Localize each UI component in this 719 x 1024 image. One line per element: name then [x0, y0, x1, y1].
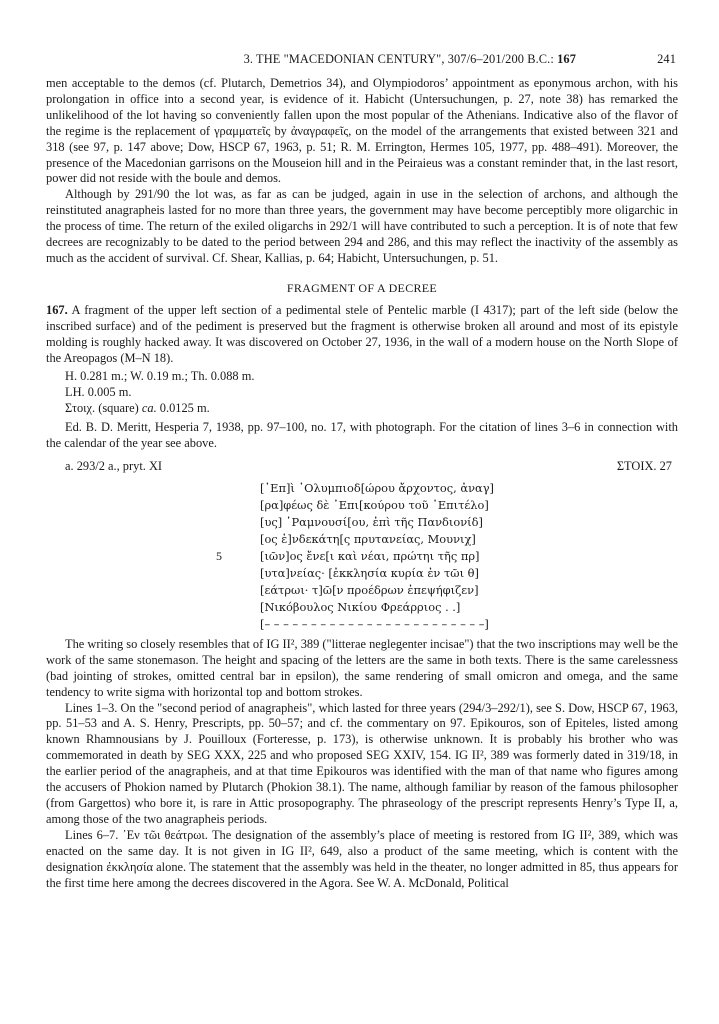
intro-paragraph-2: Although by 291/90 the lot was, as far as can be judged, again in use in the selection of archons, and although the reinstituted anagrapheis lasted for no more than three years, the government may have become perceptibly more oligarchic in the process of time. The return of the exiled oligarchs in 292/1 will have contributed to such a perception. It is of note that few decrees are recognizably to be dated to the period between 294 and 286, and this may reflect the inactivity of the assembly as much as the accident of survival. Cf. Shear, Kallias, p. 64; Habicht, Untersuchungen, p. 51. — [46, 187, 678, 265]
running-title-number: 167 — [557, 52, 576, 66]
running-header — [0, 52, 719, 68]
inscription-line-5: [ιῶν]ος ἔνε[ι καὶ νέαι, πρώτηι τῆς πρ] — [260, 548, 480, 563]
inscription-line-4: [ος ἑ]νδεκάτη[ς πρυτανείας, Μουνιχ] — [260, 531, 476, 546]
inscription-text — [46, 481, 678, 633]
page-body — [46, 76, 678, 891]
stoich-count: ΣΤΟΙΧ. 27 — [616, 458, 672, 473]
entry-number: 167. — [46, 302, 68, 317]
dimensions: H. 0.281 m.; W. 0.19 m.; Th. 0.088 m. — [65, 369, 255, 384]
entry-description — [46, 303, 678, 367]
page-number: 241 — [657, 52, 676, 66]
intro-paragraph-1: men acceptable to the demos (cf. Plutarch, Demetrios 34), and Olympiodoros’ appointment as eponymous archon, with his prolongation in office into a second year, is evidence of it. Habicht (Untersuchungen, p. 27, note 38) has remarked the unlikelihood of the lot having so conveniently fallen upon the most popular of the Athenians. Indicative also of the flavor of the regime is the replacement of γραμματεῖς by ἀναγραφεῖς, on the model of the arrangements that existed between 321 and 318 (see 97, p. 147 above; Dow, HSCP 67, 1963, p. 51; R. M. Errington, Hermes 105, 1977, pp. 488–491). Moreover, the presence of the Macedonian garrisons on the Mouseion hill and in the Peiraieus was a constant reminder that, in the last resort, power did not reside with the boule and demos. — [46, 76, 678, 186]
stoich-value: 0.0125 m. — [156, 401, 210, 416]
inscription-line-8: [Νικόβουλος Νικίου Φρεάρριος . .] — [260, 599, 461, 614]
inscription-line-1: [᾿Επ]ὶ ᾿Ολυμπιοδ[ώρου ἄρχοντος, ἀναγ] — [260, 480, 494, 495]
edition-note: Ed. B. D. Meritt, Hesperia 7, 1938, pp. 97–100, no. 17, with photograph. For the citation of lines 3–6 in connection with the calendar of the year see above. — [46, 420, 678, 451]
date-row — [46, 459, 678, 475]
commentary-paragraph-1: The writing so closely resembles that of IG II², 389 ("litterae neglegenter incisae") that the two inscriptions may well be the work of the same stonemason. The height and spacing of the letters are the same in both texts. There is the same carelessness (bad jointing of strokes, omitted central bar in epsilon), the same rendering of small omicron and omega, and the same tendency to write sigma with horizontal top and bottom strokes. — [46, 636, 678, 699]
stoich-label: Στοιχ. (square) — [65, 401, 142, 416]
stoich-ca: ca. — [141, 401, 157, 416]
inscription-line-2: [ρα]φέως δὲ ᾿Επι[κούρου τοῦ ᾿Επιτέλο] — [260, 497, 489, 512]
commentary-paragraph-2: Lines 1–3. On the "second period of anagrapheis", which lasted for three years (294/3–292/1), see S. Dow, HSCP 67, 1963, pp. 51–53 and A. S. Henry, Prescripts, pp. 50–57; and cf. the commentary on 97. Epikouros, son of Epiteles, listed among known Rhamnousians by J. Pouilloux (Forteresse, p. 173), is otherwise unknown. It is probably his brother who was commemorated in death by SEG XXX, 225 and who proposed SEG XXIV, 154. IG II², 389 was formerly dated in 319/18, in the earlier period of the anagrapheis, and at that time Epikouros was identified with the man of that name who figures among the accusers of Phokion named by Plutarch (Phokion 38.1). The name, although familiar by reason of the famous philosopher (from Gargettos) who bore it, is rare in Attic prosopography. The phraseology of the prescript represents Henry’s Type II, a, among those of the two anagrapheis periods. — [46, 700, 678, 826]
running-title-text: 3. THE "MACEDONIAN CENTURY", 307/6–201/200 B.C.: — [243, 52, 558, 66]
commentary-paragraph-3: Lines 6–7. ᾿Εν τῶι θεάτρωι. The designation of the assembly’s place of meeting is restored from IG II², 389, which was enacted on the same day. It is not given in IG II², 649, also a product of the same meeting, which is content with the designation ἐκκλησία alone. The statement that the assembly was held in the theater, no longer admitted in 85, thus appears for the first time here among the decrees discovered in the Agora. See W. A. McDonald, Political — [46, 827, 678, 890]
running-title — [244, 52, 576, 67]
inscription-line-3: [υς] ῾Ραμνουσί[ου, ἐπὶ τῆς Πανδιονίδ] — [260, 514, 483, 529]
inscription-line-7: [εάτρωι· τ]ῶ[ν προέδρων ἐπεψήφιζεν] — [260, 582, 479, 597]
inscription-line-6: [υτα]νείας· [ἐκκλησία κυρία ἐν τῶι θ] — [260, 565, 479, 580]
letter-height: LH. 0.005 m. — [65, 385, 132, 400]
entry-description-text: A fragment of the upper left section of a pedimental stele of Pentelic marble (I 4317); part of the left side (below the inscribed surface) and of the pediment is preserved but the fragment is otherwise broken all around and most of its epistyle molding is roughly hacked away. It was discovered on October 27, 1936, in the wall of a modern house on the North Slope of the Areopagos (M–N 18). — [46, 302, 678, 365]
date-line: a. 293/2 a., pryt. XI — [65, 458, 163, 473]
inscription-line-9: [– – – – – – – – – – – – – – – – – – – – – – – –] — [260, 616, 489, 631]
inscription-line-number: 5 — [216, 548, 222, 563]
stoichedon-spacing — [46, 401, 678, 417]
section-heading: FRAGMENT OF A DECREE — [286, 280, 438, 295]
